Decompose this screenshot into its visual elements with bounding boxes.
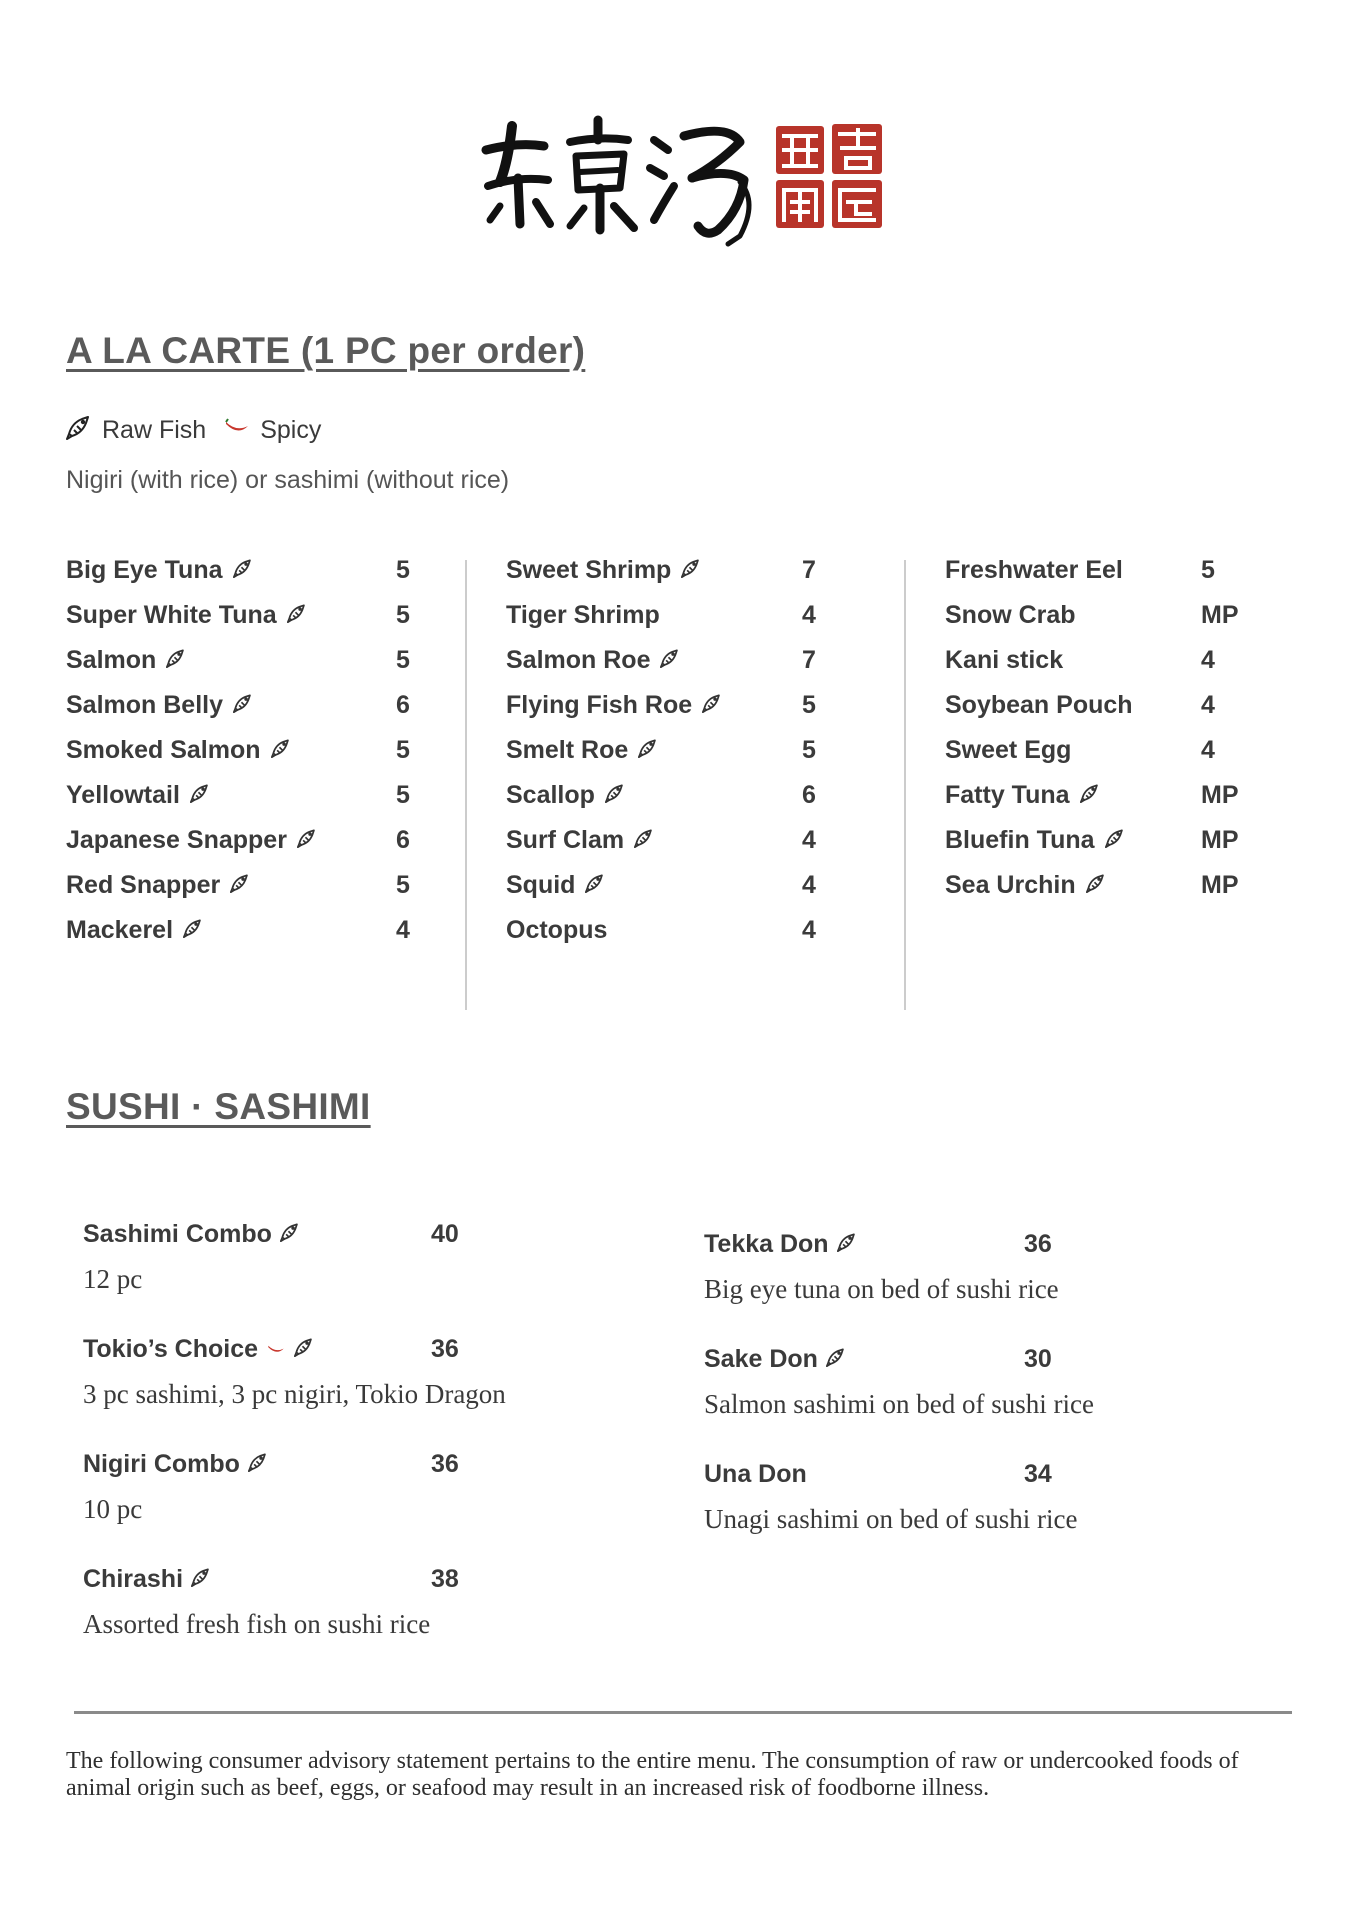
menu-item-name xyxy=(506,916,607,945)
combo-label: Chirashi xyxy=(83,1565,184,1593)
menu-item-price: 5 xyxy=(802,691,816,719)
menu-item xyxy=(945,871,1265,911)
menu-item-name xyxy=(945,646,1063,675)
combo-price: 30 xyxy=(1024,1345,1052,1373)
menu-item-name xyxy=(506,736,658,765)
raw-fish-icon xyxy=(1086,871,1106,900)
menu-item-name xyxy=(945,556,1123,585)
menu-item-label: Sweet Shrimp xyxy=(506,556,672,584)
menu-item-price: MP xyxy=(1201,871,1239,899)
combo-item xyxy=(83,1565,643,1655)
menu-item xyxy=(506,736,826,776)
menu-item xyxy=(506,691,826,731)
menu-item-price: 6 xyxy=(802,781,816,809)
menu-item xyxy=(66,781,416,821)
raw-fish-icon xyxy=(1080,781,1100,810)
menu-item-name xyxy=(506,781,625,810)
raw-fish-icon xyxy=(287,601,307,630)
menu-item-name xyxy=(506,691,722,720)
menu-item xyxy=(506,826,826,866)
menu-item-price: 5 xyxy=(396,781,410,809)
menu-item xyxy=(66,691,416,731)
menu-item xyxy=(66,556,416,596)
menu-item-price: 4 xyxy=(1201,646,1215,674)
menu-item-name xyxy=(506,646,680,675)
menu-item-price: 5 xyxy=(396,871,410,899)
menu-item-price: 4 xyxy=(802,871,816,899)
menu-item xyxy=(945,691,1265,731)
legend xyxy=(66,414,339,447)
combo-price: 40 xyxy=(431,1220,459,1248)
menu-item-label: Super White Tuna xyxy=(66,601,277,629)
raw-fish-icon xyxy=(638,736,658,765)
combo-label: Sashimi Combo xyxy=(83,1220,272,1248)
menu-item-price: 4 xyxy=(1201,691,1215,719)
raw-fish-icon xyxy=(271,736,291,765)
raw-fish-icon xyxy=(166,646,186,675)
menu-item-name xyxy=(945,871,1106,900)
menu-item-name xyxy=(66,781,210,810)
combo-price: 36 xyxy=(431,1450,459,1478)
menu-item-label: Surf Clam xyxy=(506,826,625,854)
menu-item xyxy=(66,826,416,866)
menu-item-label: Sweet Egg xyxy=(945,736,1072,764)
menu-item xyxy=(945,736,1265,776)
raw-fish-icon xyxy=(681,556,701,585)
menu-item-label: Japanese Snapper xyxy=(66,826,287,854)
menu-item-label: Flying Fish Roe xyxy=(506,691,693,719)
raw-fish-icon xyxy=(837,1230,857,1259)
menu-item-label: Smelt Roe xyxy=(506,736,629,764)
raw-fish-icon xyxy=(294,1335,314,1364)
combo-label: Una Don xyxy=(704,1460,807,1488)
combo-description: 3 pc sashimi, 3 pc nigiri, Tokio Dragon xyxy=(83,1379,506,1409)
combo-label: Tekka Don xyxy=(704,1230,829,1258)
raw-fish-icon xyxy=(191,1565,211,1594)
combo-name xyxy=(704,1460,807,1489)
menu-item-name xyxy=(945,601,1076,630)
menu-item-price: 6 xyxy=(396,691,410,719)
raw-fish-icon xyxy=(233,691,253,720)
menu-item xyxy=(506,781,826,821)
menu-item-label: Octopus xyxy=(506,916,608,944)
raw-fish-icon xyxy=(1105,826,1125,855)
menu-item-name xyxy=(506,556,701,585)
combo-item xyxy=(83,1220,643,1310)
menu-item-name xyxy=(945,691,1133,720)
sushi-sashimi-title: SUSHI · SASHIMI xyxy=(66,1086,371,1127)
menu-item-name xyxy=(66,691,253,720)
combo-price: 36 xyxy=(1024,1230,1052,1258)
menu-item-label: Snow Crab xyxy=(945,601,1076,629)
raw-fish-icon xyxy=(233,556,253,585)
menu-item-price: 4 xyxy=(396,916,410,944)
menu-item-name xyxy=(506,826,654,855)
combo-item xyxy=(704,1230,1264,1320)
legend-raw-fish-label: Raw Fish xyxy=(102,416,207,444)
combo-label: Sake Don xyxy=(704,1345,818,1373)
menu-item-price: 5 xyxy=(1201,556,1215,584)
menu-item-name xyxy=(66,826,317,855)
menu-item-name xyxy=(66,916,203,945)
consumer-advisory: The following consumer advisory statement pertains to the entire menu. The consumption of raw or undercooked foods of animal origin such as beef, eggs, or seafood may result in an increased risk of foodborne illness. xyxy=(66,1748,1239,1801)
combo-price: 34 xyxy=(1024,1460,1052,1488)
column-divider xyxy=(904,560,906,1010)
menu-item-label: Bluefin Tuna xyxy=(945,826,1095,854)
combo-price: 38 xyxy=(431,1565,459,1593)
menu-item xyxy=(945,826,1265,866)
legend-spicy-label: Spicy xyxy=(260,416,322,444)
chili-pepper-icon xyxy=(266,1335,286,1364)
menu-item xyxy=(66,736,416,776)
menu-item-price: 5 xyxy=(396,646,410,674)
menu-item xyxy=(506,871,826,911)
menu-item-price: 4 xyxy=(802,916,816,944)
menu-item-label: Yellowtail xyxy=(66,781,180,809)
menu-item-label: Scallop xyxy=(506,781,595,809)
menu-item xyxy=(66,916,416,956)
combo-name xyxy=(704,1230,857,1259)
combo-description: Salmon sashimi on bed of sushi rice xyxy=(704,1389,1094,1419)
menu-item xyxy=(945,781,1265,821)
menu-item xyxy=(66,871,416,911)
footer-divider xyxy=(74,1711,1292,1714)
raw-fish-icon xyxy=(585,871,605,900)
menu-item-label: Kani stick xyxy=(945,646,1064,674)
combo-name xyxy=(83,1220,300,1249)
menu-item-label: Salmon xyxy=(66,646,157,674)
menu-item-name xyxy=(945,781,1100,810)
menu-item-price: 6 xyxy=(396,826,410,854)
legend-raw-fish xyxy=(66,414,206,447)
combo-item xyxy=(704,1345,1264,1435)
raw-fish-icon xyxy=(702,691,722,720)
menu-item-price: 7 xyxy=(802,556,816,584)
menu-item-label: Salmon Belly xyxy=(66,691,223,719)
menu-item-name xyxy=(66,601,307,630)
menu-item-price: MP xyxy=(1201,826,1239,854)
red-seal-stamp xyxy=(774,122,886,232)
combo-name xyxy=(83,1335,314,1364)
nigiri-sashimi-note: Nigiri (with rice) or sashimi (without rice) xyxy=(66,466,510,494)
menu-item-name xyxy=(66,556,253,585)
raw-fish-icon xyxy=(826,1345,846,1374)
menu-item-price: MP xyxy=(1201,601,1239,629)
a-la-carte-title: A LA CARTE (1 PC per order) xyxy=(66,330,586,371)
menu-item-price: 5 xyxy=(802,736,816,764)
menu-item-price: 4 xyxy=(802,826,816,854)
menu-item-label: Sea Urchin xyxy=(945,871,1076,899)
menu-item-price: 4 xyxy=(802,601,816,629)
column-divider xyxy=(465,560,467,1010)
menu-item-price: 5 xyxy=(396,736,410,764)
menu-item-label: Red Snapper xyxy=(66,871,221,899)
raw-fish-icon xyxy=(634,826,654,855)
combo-label: Tokio’s Choice xyxy=(83,1335,259,1363)
menu-item-label: Salmon Roe xyxy=(506,646,651,674)
raw-fish-icon xyxy=(660,646,680,675)
menu-item xyxy=(506,916,826,956)
menu-item-label: Freshwater Eel xyxy=(945,556,1123,584)
menu-item-price: 5 xyxy=(396,601,410,629)
combo-description: Big eye tuna on bed of sushi rice xyxy=(704,1274,1059,1304)
combo-item xyxy=(83,1335,643,1425)
combo-item xyxy=(704,1460,1264,1550)
menu-item-name xyxy=(945,826,1125,855)
raw-fish-icon xyxy=(230,871,250,900)
menu-item-name xyxy=(945,736,1071,765)
combo-description: 10 pc xyxy=(83,1494,143,1524)
menu-item-name xyxy=(66,646,186,675)
menu-item xyxy=(66,601,416,641)
raw-fish-icon xyxy=(66,414,92,447)
menu-item-label: Tiger Shrimp xyxy=(506,601,660,629)
combo-price: 36 xyxy=(431,1335,459,1363)
legend-spicy xyxy=(224,416,321,445)
raw-fish-icon xyxy=(297,826,317,855)
combo-description: Assorted fresh fish on sushi rice xyxy=(83,1609,431,1639)
menu-item-price: 7 xyxy=(802,646,816,674)
combo-description: Unagi sashimi on bed of sushi rice xyxy=(704,1504,1078,1534)
menu-item-price: 4 xyxy=(1201,736,1215,764)
combo-description: 12 pc xyxy=(83,1264,143,1294)
combo-name xyxy=(83,1565,211,1594)
menu-item xyxy=(945,556,1265,596)
combo-label: Nigiri Combo xyxy=(83,1450,240,1478)
combo-item xyxy=(83,1450,643,1540)
chili-pepper-icon xyxy=(224,416,250,445)
menu-item-label: Big Eye Tuna xyxy=(66,556,223,584)
menu-item-label: Soybean Pouch xyxy=(945,691,1133,719)
menu-item-label: Squid xyxy=(506,871,576,899)
menu-item-name xyxy=(506,871,605,900)
menu-item xyxy=(66,646,416,686)
combo-name xyxy=(83,1450,268,1479)
raw-fish-icon xyxy=(248,1450,268,1479)
menu-item-name xyxy=(66,736,291,765)
menu-item xyxy=(506,601,826,641)
menu-item-label: Fatty Tuna xyxy=(945,781,1070,809)
menu-item-label: Smoked Salmon xyxy=(66,736,261,764)
menu-item-price: 5 xyxy=(396,556,410,584)
restaurant-logo xyxy=(478,112,888,252)
menu-item-price: MP xyxy=(1201,781,1239,809)
raw-fish-icon xyxy=(605,781,625,810)
raw-fish-icon xyxy=(280,1220,300,1249)
menu-item-name xyxy=(66,871,250,900)
raw-fish-icon xyxy=(190,781,210,810)
combo-name xyxy=(704,1345,846,1374)
menu-item xyxy=(506,556,826,596)
menu-item xyxy=(945,646,1265,686)
raw-fish-icon xyxy=(183,916,203,945)
menu-item xyxy=(945,601,1265,641)
menu-item-label: Mackerel xyxy=(66,916,174,944)
menu-item xyxy=(506,646,826,686)
menu-item-name xyxy=(506,601,660,630)
